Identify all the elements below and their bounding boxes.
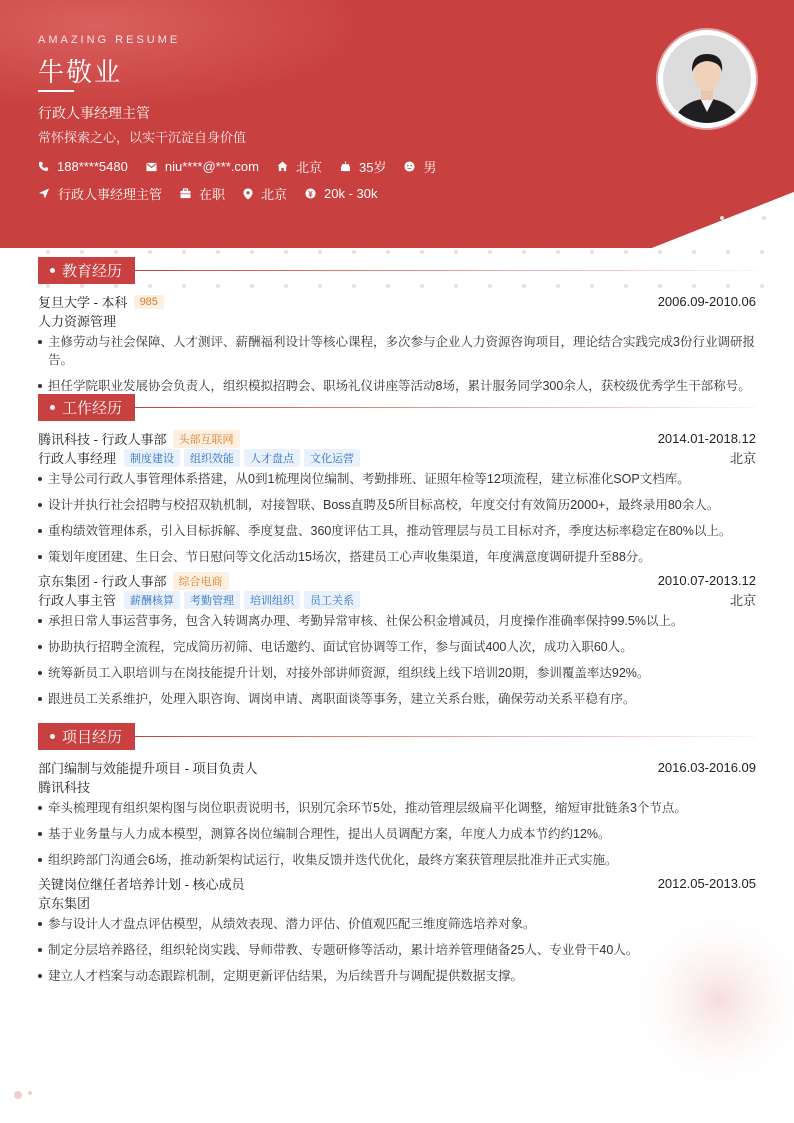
skill-tag: 培训组织 [244, 591, 300, 609]
home-icon [277, 161, 288, 172]
gender-item [404, 157, 436, 176]
heading-rule [134, 407, 756, 408]
education-entry [38, 292, 756, 395]
email-text: niu****@***.com [164, 159, 259, 174]
job-period: 2010.07-2013.12 [657, 573, 756, 588]
candidate-title: 行政人事经理主管 [38, 105, 150, 121]
job-position-row [38, 590, 756, 609]
target-city-text: 北京 [261, 187, 288, 202]
project-bullet: 基于业务量与人力成本模型，测算各岗位编制合理性，提出人员调配方案，年度人力成本节约约12%。 [38, 825, 756, 843]
status-text: 在职 [199, 187, 226, 202]
job-bullet: 设计并执行社会招聘与校招双轨机制，对接智联、Boss直聘及5所目标高校，年度交付有效简历2000+，最终录用80余人。 [38, 496, 756, 514]
decorative-dots [10, 1088, 40, 1102]
job-company: 腾讯科技 - 行政人事部 [38, 432, 167, 447]
project-entry [38, 758, 756, 869]
school-name: 复旦大学 - 本科 [38, 295, 128, 310]
age-item [340, 157, 386, 176]
project-period: 2012.05-2013.05 [657, 876, 756, 891]
education-bullet: 主修劳动与社会保障、人才测评、薪酬福利设计等核心课程，多次参与企业人力资源咨询项目，理论结合实践完成3份行业调研报告。 [38, 333, 756, 369]
candidate-motto: 常怀探索之心，以实干沉淀自身价值 [38, 130, 247, 145]
job-entry [38, 429, 756, 566]
skill-tag: 人才盘点 [244, 449, 300, 467]
project-bullet: 组织跨部门沟通会6场，推动新架构试运行，收集反馈并迭代优化，最终方案获管理层批准并正式实施。 [38, 851, 756, 869]
company-tag: 头部互联网 [173, 430, 240, 448]
project-bullet: 建立人才档案与动态跟踪机制，定期更新评估结果，为后续晋升与调配提供数据支撑。 [38, 967, 756, 985]
project-bullet: 制定分层培养路径，组织轮岗实践、导师带教、专题研修等活动，累计培养管理储备25人、专业骨干40人。 [38, 941, 756, 959]
work-heading-tag [38, 394, 135, 421]
education-heading-tag [38, 257, 135, 284]
gender-text: 男 [423, 160, 437, 175]
city-item [277, 157, 322, 176]
skill-tag: 组织效能 [184, 449, 240, 467]
job-bullet: 统筹新员工入职培训与在岗技能提升计划，对接外部讲师资源，组织线上线下培训20期，参训覆盖率达92%。 [38, 664, 756, 682]
target-job-text: 行政人事经理主管 [58, 187, 163, 202]
candidate-name: 牛敬业 [38, 57, 123, 87]
salary-item [305, 186, 377, 201]
job-bullet: 主导公司行政人事管理体系搭建，从0到1梳理岗位编制、考勤排班、证照年检等12项流程，建立标准化SOP文档库。 [38, 470, 756, 488]
resume-tagline: AMAZING RESUME [38, 34, 181, 46]
major-row [38, 311, 756, 330]
email-item [146, 159, 259, 174]
job-bullet: 跟进员工关系维护，处理入职咨询、调岗申请、离职面谈等事务，建立关系台账，确保劳动关系平稳有序。 [38, 690, 756, 708]
job-bullet: 重构绩效管理体系，引入目标拆解、季度复盘、360度评估工具，推动管理层与员工目标对齐，季度达标率稳定在80%以上。 [38, 522, 756, 540]
avatar-photo [658, 30, 756, 128]
heading-dot [50, 268, 55, 273]
project-section [38, 723, 756, 985]
project-bullet: 参与设计人才盘点评估模型，从绩效表现、潜力评估、价值观匹配三维度筛选培养对象。 [38, 915, 756, 933]
work-header [38, 394, 756, 421]
heading-dot [50, 734, 55, 739]
job-company-row [38, 429, 756, 448]
project-heading-tag [38, 723, 135, 750]
heading-dot [50, 405, 55, 410]
age-text: 35岁 [359, 160, 387, 175]
city-text: 北京 [296, 160, 323, 175]
mail-icon [146, 162, 157, 172]
project-entry [38, 874, 756, 985]
job-company-row [38, 571, 756, 590]
send-icon [38, 188, 50, 199]
cake-icon [340, 161, 351, 172]
location-pin-icon [243, 188, 253, 200]
job-location: 北京 [729, 451, 756, 466]
phone-item [38, 159, 128, 174]
phone-text: 188****5480 [57, 159, 128, 174]
project-name: 关键岗位继任者培养计划 - 核心成员 [38, 877, 245, 892]
company-tag: 综合电商 [173, 572, 229, 590]
project-org-row [38, 893, 756, 912]
skill-tag: 员工关系 [304, 591, 360, 609]
skill-tag: 文化运营 [304, 449, 360, 467]
job-position-row [38, 448, 756, 467]
skill-tag: 制度建设 [124, 449, 180, 467]
name-underline [38, 90, 74, 92]
major: 人力资源管理 [38, 314, 117, 329]
skill-tag: 薪酬核算 [124, 591, 180, 609]
job-bullet: 策划年度团建、生日会、节日慰问等文化活动15场次，搭建员工心声收集渠道，年度满意度调研提升至88分。 [38, 548, 756, 566]
project-title-row [38, 758, 756, 777]
project-header [38, 723, 756, 750]
school-tag: 985 [134, 295, 164, 309]
skill-tag: 考勤管理 [184, 591, 240, 609]
job-company: 京东集团 - 行政人事部 [38, 574, 167, 589]
project-org-row [38, 777, 756, 796]
work-heading: 工作经历 [62, 400, 123, 417]
education-section [38, 257, 756, 395]
education-period: 2006.09-2010.06 [657, 294, 756, 309]
job-location: 北京 [729, 593, 756, 608]
project-bullet: 牵头梳理现有组织架构图与岗位职责说明书，识别冗余环节5处，推动管理层级扁平化调整，缩短审批链条3个节点。 [38, 799, 756, 817]
job-entry [38, 571, 756, 708]
salary-text: 20k - 30k [324, 186, 378, 201]
heading-rule [134, 736, 756, 737]
smile-icon [404, 161, 415, 172]
education-heading: 教育经历 [62, 263, 123, 280]
job-position: 行政人事经理 [38, 451, 117, 466]
job-period: 2014.01-2018.12 [657, 431, 756, 446]
education-row [38, 292, 756, 311]
project-heading: 项目经历 [62, 729, 123, 746]
project-name: 部门编制与效能提升项目 - 项目负责人 [38, 761, 258, 776]
heading-rule [134, 270, 756, 271]
work-section [38, 394, 756, 708]
education-header [38, 257, 756, 284]
phone-icon [38, 161, 49, 172]
job-bullet: 承担日常人事运营事务，包含入转调离办理、考勤异常审核、社保公积金增减员，月度操作准确率保持99.5%以上。 [38, 612, 756, 630]
project-title-row [38, 874, 756, 893]
job-bullet: 协助执行招聘全流程，完成简历初筛、电话邀约、面试官协调等工作，参与面试400人次，成功入职60人。 [38, 638, 756, 656]
education-bullet: 担任学院职业发展协会负责人，组织模拟招聘会、职场礼仪讲座等活动8场，累计服务同学300余人，获校级优秀学生干部称号。 [38, 377, 756, 395]
avatar [658, 30, 756, 128]
project-org: 腾讯科技 [38, 780, 91, 795]
project-org: 京东集团 [38, 896, 91, 911]
money-icon [305, 188, 316, 199]
briefcase-icon [180, 188, 191, 199]
project-period: 2016.03-2016.09 [657, 760, 756, 775]
job-position: 行政人事主管 [38, 593, 117, 608]
contact-row [38, 157, 455, 176]
